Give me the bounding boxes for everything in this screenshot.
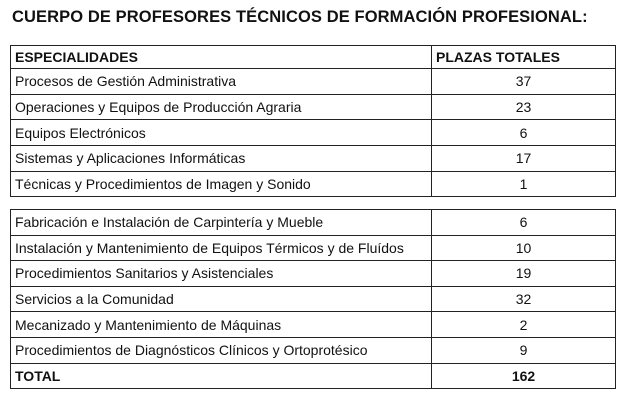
specialty-name: Mecanizado y Mantenimiento de Máquinas bbox=[11, 312, 432, 338]
total-places: 162 bbox=[432, 363, 616, 389]
specialty-places: 37 bbox=[432, 69, 616, 95]
table-row bbox=[11, 69, 616, 95]
table-row bbox=[11, 261, 616, 287]
specialty-name: Técnicas y Procedimientos de Imagen y Sonido bbox=[11, 171, 432, 197]
header-places: PLAZAS TOTALES bbox=[432, 46, 616, 69]
table-row bbox=[11, 235, 616, 261]
specialty-name: Fabricación e Instalación de Carpintería y Mueble bbox=[11, 210, 432, 236]
specialty-name: Equipos Electrónicos bbox=[11, 120, 432, 146]
table-row bbox=[11, 210, 616, 236]
specialty-name: Instalación y Mantenimiento de Equipos Térmicos y de Fluídos bbox=[11, 235, 432, 261]
specialty-places: 2 bbox=[432, 312, 616, 338]
specialty-name: Operaciones y Equipos de Producción Agraria bbox=[11, 94, 432, 120]
total-label: TOTAL bbox=[11, 363, 432, 389]
specialty-places: 17 bbox=[432, 146, 616, 172]
specialty-places: 9 bbox=[432, 337, 616, 363]
table-row bbox=[11, 94, 616, 120]
specialty-places: 23 bbox=[432, 94, 616, 120]
page-title: CUERPO DE PROFESORES TÉCNICOS DE FORMACIÓN PROFESIONAL: bbox=[12, 8, 588, 26]
table-row bbox=[11, 171, 616, 197]
table-header-row bbox=[11, 46, 616, 69]
specialty-places: 19 bbox=[432, 261, 616, 287]
specialties-table bbox=[10, 45, 616, 197]
table-row bbox=[11, 120, 616, 146]
specialty-name: Procedimientos Sanitarios y Asistenciales bbox=[11, 261, 432, 287]
specialty-name: Procesos de Gestión Administrativa bbox=[11, 69, 432, 95]
specialties-table-continued bbox=[10, 209, 616, 389]
table-row bbox=[11, 286, 616, 312]
specialty-places: 1 bbox=[432, 171, 616, 197]
total-row bbox=[11, 363, 616, 389]
specialty-name: Servicios a la Comunidad bbox=[11, 286, 432, 312]
specialty-name: Procedimientos de Diagnósticos Clínicos y Ortoprotésico bbox=[11, 337, 432, 363]
table-row bbox=[11, 312, 616, 338]
table-row bbox=[11, 146, 616, 172]
specialty-name: Sistemas y Aplicaciones Informáticas bbox=[11, 146, 432, 172]
specialty-places: 6 bbox=[432, 120, 616, 146]
specialty-places: 32 bbox=[432, 286, 616, 312]
specialty-places: 10 bbox=[432, 235, 616, 261]
specialty-places: 6 bbox=[432, 210, 616, 236]
header-specialty: ESPECIALIDADES bbox=[11, 46, 432, 69]
table-row bbox=[11, 337, 616, 363]
